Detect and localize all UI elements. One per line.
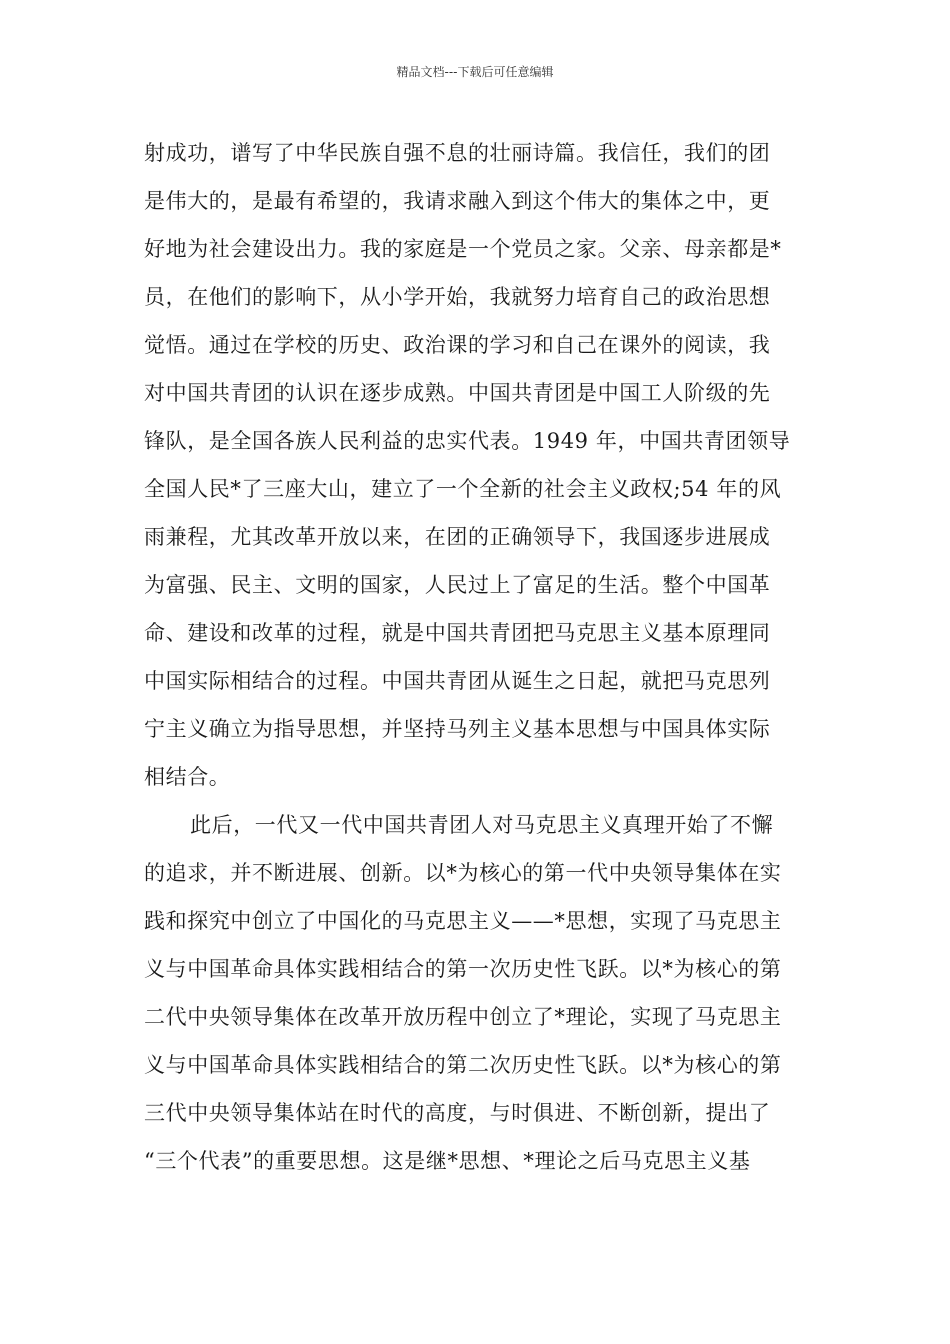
text-line: 二代中央领导集体在改革开放历程中创立了*理论，实现了马克思主 <box>144 1005 782 1029</box>
text-line: 宁主义确立为指导思想，并坚持马列主义基本思想与中国具体实际 <box>144 717 771 741</box>
text-line: 员，在他们的影响下，从小学开始，我就努力培育自己的政治思想 <box>144 285 771 309</box>
text-line: 相结合。 <box>144 765 231 789</box>
text-line: 为富强、民主、文明的国家，人民过上了富足的生活。整个中国革 <box>144 573 771 597</box>
text-line: 践和探究中创立了中国化的马克思主义——*思想，实现了马克思主 <box>144 909 782 933</box>
text-line: 全国人民*了三座大山，建立了一个全新的社会主义政权;54 年的风 <box>144 477 782 501</box>
text-line: 义与中国革命具体实践相结合的第一次历史性飞跃。以*为核心的第 <box>144 957 782 981</box>
text-line: 锋队，是全国各族人民利益的忠实代表。1949 年，中国共青团领导 <box>144 429 791 453</box>
text-line: “三个代表”的重要思想。这是继*思想、*理论之后马克思主义基 <box>144 1149 751 1173</box>
text-line: 好地为社会建设出力。我的家庭是一个党员之家。父亲、母亲都是* <box>144 237 782 261</box>
text-line: 是伟大的，是最有希望的，我请求融入到这个伟大的集体之中，更 <box>144 189 771 213</box>
text-line: 中国实际相结合的过程。中国共青团从诞生之日起，就把马克思列 <box>144 669 771 693</box>
paragraph-2 <box>144 801 809 1185</box>
text-line: 雨兼程，尤其改革开放以来，在团的正确领导下，我国逐步进展成 <box>144 525 771 549</box>
text-line: 觉悟。通过在学校的历史、政治课的学习和自己在课外的阅读，我 <box>144 333 771 357</box>
text-line: 命、建设和改革的过程，就是中国共青团把马克思主义基本原理同 <box>144 621 771 645</box>
paragraph-1 <box>144 129 809 801</box>
text-line: 的追求，并不断进展、创新。以*为核心的第一代中央领导集体在实 <box>144 861 782 885</box>
text-line: 义与中国革命具体实践相结合的第二次历史性飞跃。以*为核心的第 <box>144 1053 782 1077</box>
text-line-indented: 此后，一代又一代中国共青团人对马克思主义真理开始了不懈 <box>190 813 774 837</box>
text-line: 对中国共青团的认识在逐步成熟。中国共青团是中国工人阶级的先 <box>144 381 771 405</box>
page-header: 精品文档---下载后可任意编辑 <box>396 65 554 79</box>
text-line: 射成功，谱写了中华民族自强不息的壮丽诗篇。我信任，我们的团 <box>144 141 771 165</box>
document-body <box>144 129 809 1185</box>
text-line: 三代中央领导集体站在时代的高度，与时俱进、不断创新，提出了 <box>144 1101 771 1125</box>
